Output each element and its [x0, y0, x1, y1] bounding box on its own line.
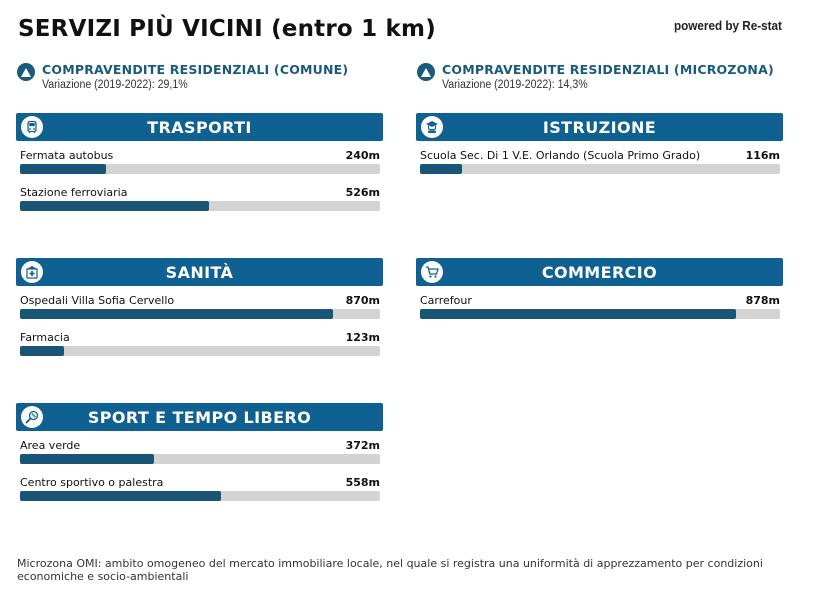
section-header	[416, 258, 783, 286]
distance-bar	[20, 491, 380, 501]
distance-bar-fill	[20, 491, 221, 501]
section-commercio	[416, 258, 783, 323]
distance-bar	[20, 346, 380, 356]
distance-bar-fill	[20, 454, 154, 464]
list-item	[20, 323, 380, 360]
service-name: Centro sportivo o palestra	[20, 476, 164, 489]
service-name: Carrefour	[420, 294, 472, 307]
service-name: Fermata autobus	[20, 149, 114, 162]
distance-bar	[20, 309, 380, 319]
triangle-up-icon	[417, 63, 435, 81]
service-distance: 526m	[345, 186, 380, 199]
distance-bar-fill	[20, 164, 106, 174]
distance-bar	[20, 454, 380, 464]
section-header	[16, 258, 383, 286]
bus-icon	[21, 116, 43, 138]
section-header	[416, 113, 783, 141]
section-sport	[16, 403, 383, 505]
list-item	[20, 141, 380, 178]
stat-subtitle: Variazione (2019-2022): 29,1%	[42, 79, 188, 91]
section-title: ISTRUZIONE	[542, 117, 657, 137]
list-item	[20, 178, 380, 215]
distance-bar-fill	[420, 309, 736, 319]
stat-microzona	[417, 62, 774, 91]
distance-bar	[20, 164, 380, 174]
service-distance: 878m	[745, 294, 780, 307]
powered-by-label: powered by Re-stat	[674, 18, 782, 33]
distance-bar	[20, 201, 380, 211]
service-distance: 240m	[345, 149, 380, 162]
section-title: TRASPORTI	[147, 117, 252, 137]
shopping-cart-icon	[421, 261, 443, 283]
service-distance: 870m	[345, 294, 380, 307]
triangle-up-icon	[17, 63, 35, 81]
service-distance: 558m	[345, 476, 380, 489]
footnote: Microzona OMI: ambito omogeneo del mercato immobiliare locale, nel quale si registra una uniformità di apprezzamento per condizioni economiche e socio-ambientali	[17, 557, 763, 583]
student-icon	[421, 116, 443, 138]
hospital-icon	[21, 261, 43, 283]
section-title: SANITÀ	[165, 262, 234, 282]
service-name: Stazione ferroviaria	[20, 186, 128, 199]
stat-subtitle: Variazione (2019-2022): 14,3%	[442, 79, 588, 91]
page-title: SERVIZI PIÙ VICINI (entro 1 km)	[18, 16, 436, 42]
section-trasporti	[16, 113, 383, 215]
service-distance: 123m	[345, 331, 380, 344]
list-item	[20, 468, 380, 505]
section-header	[16, 113, 383, 141]
list-item	[420, 141, 780, 178]
stat-comune	[17, 62, 348, 91]
list-item	[20, 286, 380, 323]
section-istruzione	[416, 113, 783, 178]
distance-bar-fill	[420, 164, 462, 174]
section-title: SPORT E TEMPO LIBERO	[87, 407, 312, 427]
service-name: Farmacia	[20, 331, 70, 344]
service-distance: 116m	[745, 149, 780, 162]
distance-bar-fill	[20, 346, 64, 356]
section-sanita	[16, 258, 383, 360]
stat-title: COMPRAVENDITE RESIDENZIALI (COMUNE)	[42, 62, 349, 77]
service-name: Area verde	[20, 439, 81, 452]
service-name: Ospedali Villa Sofia Cervello	[20, 294, 175, 307]
list-item	[420, 286, 780, 323]
distance-bar-fill	[20, 309, 333, 319]
list-item	[20, 431, 380, 468]
stat-title: COMPRAVENDITE RESIDENZIALI (MICROZONA)	[442, 62, 774, 77]
service-name: Scuola Sec. Di 1 V.E. Orlando (Scuola Primo Grado)	[420, 149, 701, 162]
service-distance: 372m	[345, 439, 380, 452]
section-title: COMMERCIO	[541, 262, 658, 282]
distance-bar	[420, 164, 780, 174]
tennis-racket-icon	[21, 406, 43, 428]
section-header	[16, 403, 383, 431]
distance-bar	[420, 309, 780, 319]
distance-bar-fill	[20, 201, 209, 211]
